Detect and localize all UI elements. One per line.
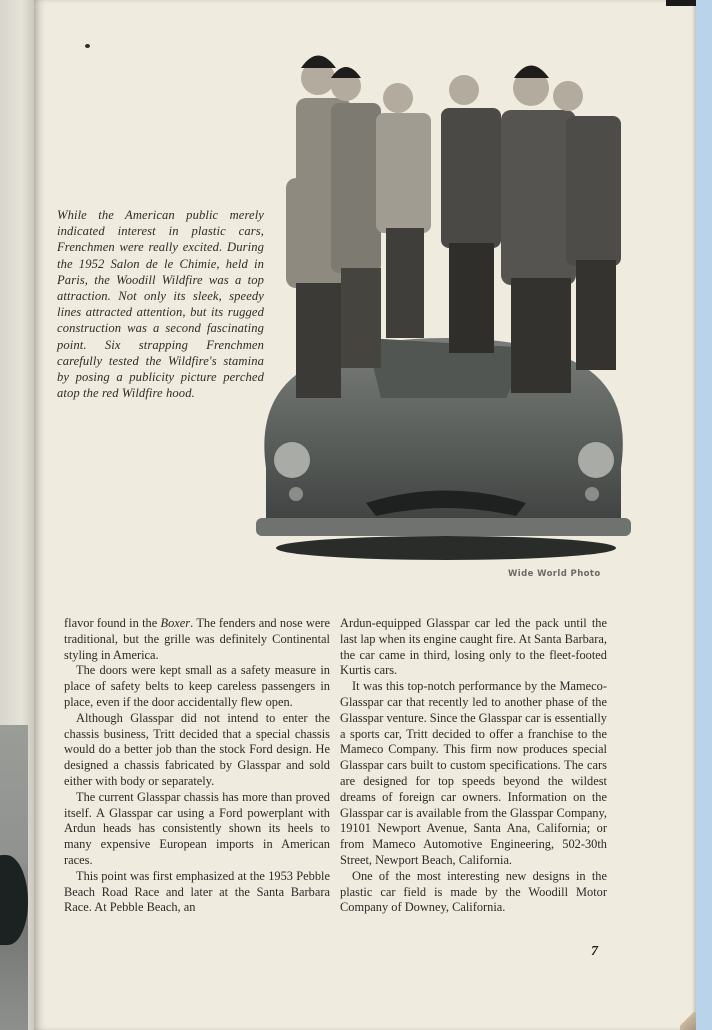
paragraph: The current Glasspar chassis has more than proved itself. A Glasspar car using a Ford powerplant with Ardun heads has consistently shown its heels to many expensive European imports in American races. [64, 789, 330, 867]
paragraph [64, 616, 330, 663]
man-3 [376, 83, 431, 338]
paragraph: The doors were kept small as a safety measure in place of safety belts to keep careless passengers in place, even if the door accidentally flew open. [64, 663, 330, 709]
car-shadow [276, 536, 616, 560]
car-hood [366, 338, 531, 398]
article-column-right [340, 616, 607, 916]
text-run: flavor found in the [64, 616, 161, 630]
magazine-page [34, 0, 696, 1030]
paragraph: This point was first emphasized at the 1953 Pebble Beach Road Race and later at the Santa Barbara Race. At Pebble Beach, an [64, 868, 330, 915]
text-run: . The fenders and nose were traditional, but the grille was definitely Continental styling in America. [64, 616, 330, 662]
ink-speck [85, 44, 90, 48]
man-4 [441, 75, 501, 353]
page-top-edge [666, 0, 696, 6]
page-corner-wear [680, 1012, 696, 1030]
car-bumper [256, 518, 631, 536]
page-number: 7 [591, 944, 598, 959]
car-foglight-right [585, 487, 599, 501]
article-column-left [64, 616, 330, 916]
man-5 [501, 66, 576, 394]
car-foglight-left [289, 487, 303, 501]
photo-caption: While the American public merely indicated interest in plastic cars, Frenchmen were really excited. During the 1952 Salon de le Chimie, held in Paris, the Woodill Wildfire was a top attraction. Not only its sleek, speedy lines attracted attention, but its rugged construction was a second fascinating point. Six strapping Frenchmen carefully tested the Wildfire's stamina by posing a publicity picture perched atop the red Wildfire hood. [57, 208, 264, 401]
paragraph: It was this top-notch performance by the Mameco-Glasspar car that recently led to another phase of the Glasspar venture. Since the Glasspar car is essentially a sports car, Tritt decided to offer a franchise to the Mameco Company. This firm now produces special Glasspar cars built to custom specifications. The cars are designed for top speeds beyond the wildest dreams of foreign car owners. Information on the Glasspar car is available from the Glasspar Company, 19101 Newport Avenue, Santa Ana, California; or from Mameco Automotive Engineering, 502-30th Street, Newport Beach, California. [340, 679, 608, 867]
paragraph: Although Glasspar did not intend to enter the chassis business, Tritt decided that a special chassis would do a better job than the stock Ford design. He designed a chassis fabricated by Glasspar and sold either with body or separately. [64, 710, 330, 788]
paragraph: Ardun-equipped Glasspar car led the pack until the last lap when its engine caught fire. At Santa Barbara, the car came in third, losing only to the fleet-footed Kurtis cars. [340, 616, 607, 678]
facing-page-edge [0, 0, 36, 1030]
emphasis-boxer: Boxer [160, 616, 191, 630]
car-headlight-left [274, 442, 310, 478]
car-headlight-right [578, 442, 614, 478]
paragraph: One of the most interesting new designs in the plastic car field is made by the Woodill Motor Company of Downey, California. [340, 868, 607, 915]
photo-credit: Wide World Photo [508, 569, 601, 579]
photo-men-on-car [246, 38, 642, 563]
